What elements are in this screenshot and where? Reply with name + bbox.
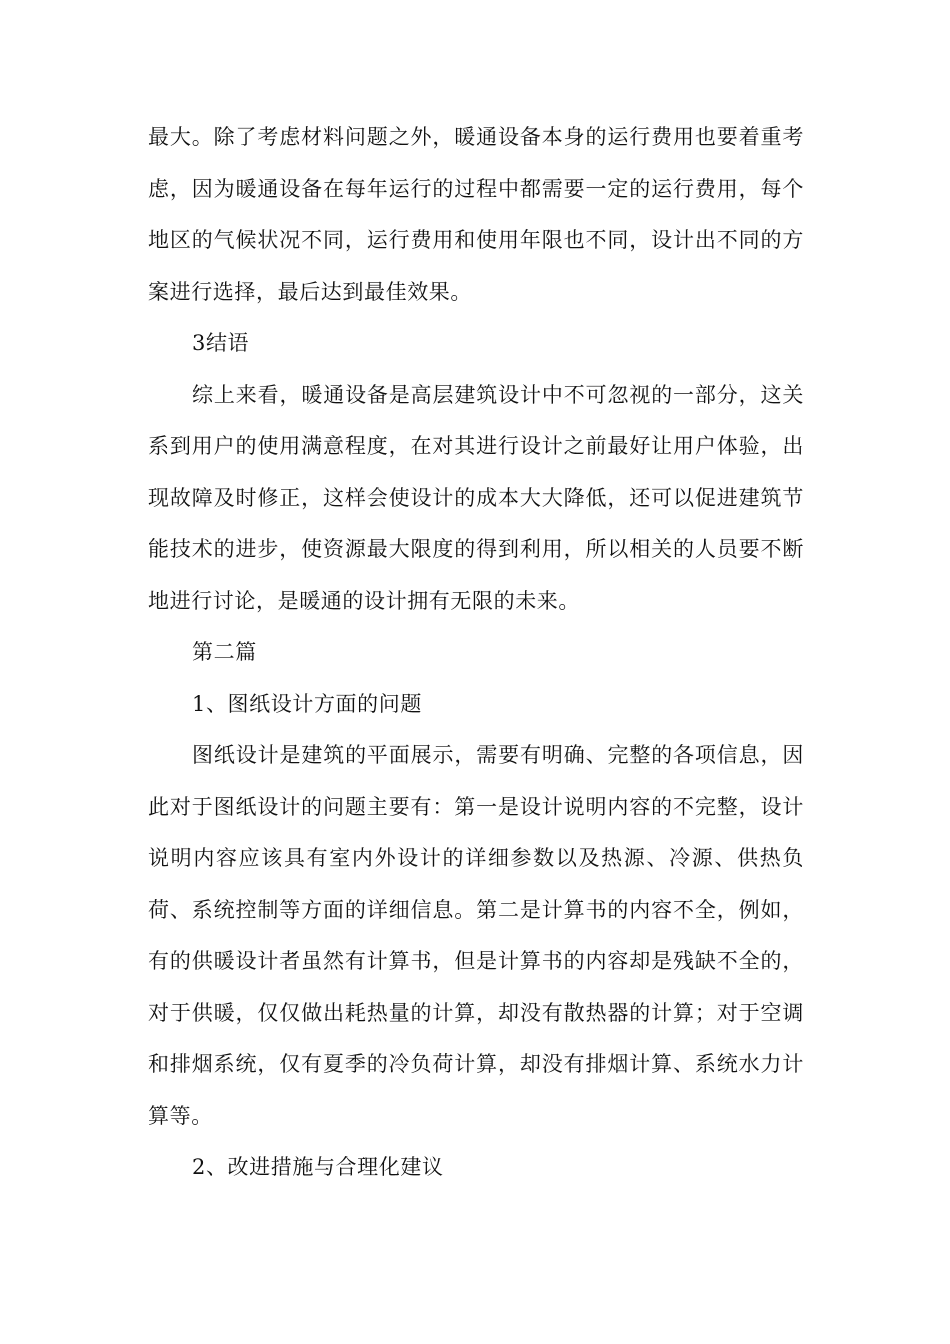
- paragraph-conclusion: 综上来看，暖通设备是高层建筑设计中不可忽视的一部分，这关系到用户的使用满意程度，在对其进行设计之前最好让用户体验，出现故障及时修正，这样会使设计的成本大大降低，还可以促进建筑节能技术的进步，使资源最大限度的得到利用，所以相关的人员要不断地进行讨论，是暖通的设计拥有无限的未来。: [148, 382, 804, 613]
- document-body: [148, 112, 804, 1194]
- part-heading: 第二篇: [192, 640, 257, 664]
- section-heading-drawing-problems: 1、图纸设计方面的问题: [192, 691, 422, 716]
- paragraph-continuation: 最大。除了考虑材料问题之外，暖通设备本身的运行费用也要着重考虑，因为暖通设备在每年运行的过程中都需要一定的运行费用，每个地区的气候状况不同，运行费用和使用年限也不同，设计出不同的方案进行选择，最后达到最佳效果。: [148, 125, 804, 304]
- section-heading-improvements: 2、改进措施与合理化建议: [192, 1155, 444, 1179]
- section-heading-conclusion: 3结语: [192, 331, 250, 355]
- paragraph-drawing-problems: 图纸设计是建筑的平面展示，需要有明确、完整的各项信息，因此对于图纸设计的问题主要有：第一是设计说明内容的不完整，设计说明内容应该具有室内外设计的详细参数以及热源、冷源、供热负荷、系统控制等方面的详细信息。第二是计算书的内容不全，例如，有的供暖设计者虽然有计算书，但是计算书的内容却是残缺不全的，对于供暖，仅仅做出耗热量的计算，却没有散热器的计算；对于空调和排烟系统，仅有夏季的冷负荷计算，却没有排烟计算、系统水力计算等。: [148, 743, 804, 1128]
